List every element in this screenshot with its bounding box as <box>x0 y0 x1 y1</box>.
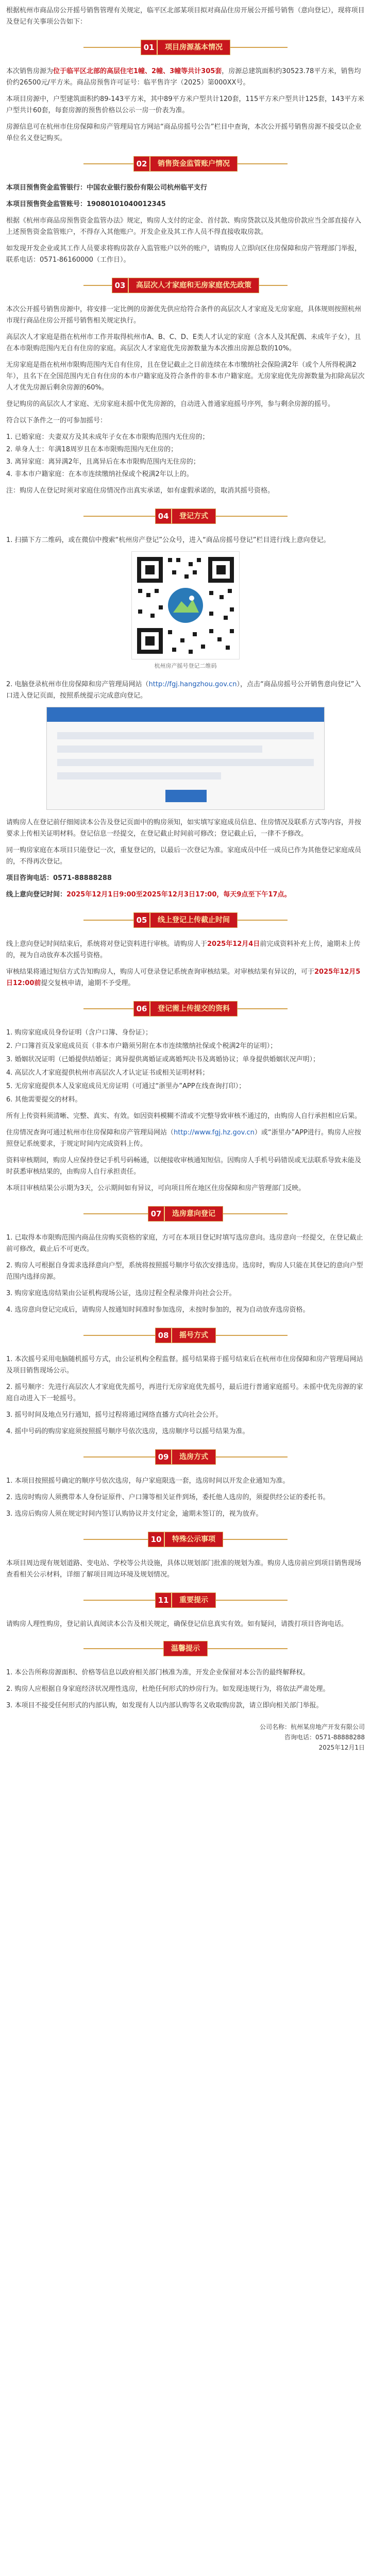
screenshot-button <box>165 790 207 802</box>
section-title: 特殊公示事项 <box>164 1532 223 1547</box>
s3-p1: 本次公开摇号销售房源中，将安排一定比例的房源优先供应给符合条件的高层次人才家庭及无房家庭，具体规则按照杭州市现行商品住房公开摇号销售相关规定执行。 <box>6 306 362 325</box>
s6-p1: 所有上传资料须清晰、完整、真实、有效。如因资料模糊不清或不完整导致审核不通过的，由购房人自行承担相应后果。 <box>6 1112 362 1120</box>
s6-item: 4. 高层次人才家庭提供杭州市高层次人才认定证书或相关证明材料； <box>6 1069 209 1077</box>
tips-p3: 3. 本项目不接受任何形式的内部认购，如发现有人以内部认购等名义收取购房款，请立即向相关部门举报。 <box>6 1702 323 1709</box>
s6-p2b: ）或“浙里办”APP进行。购房人应按照登记系统要求，于规定时间内完成资料上传。 <box>6 1129 361 1148</box>
s2-account <box>6 199 365 210</box>
website-link[interactable]: http://fgj.hangzhou.gov.cn <box>148 681 237 688</box>
section-badge <box>148 1532 223 1547</box>
qr-code-block <box>131 551 240 672</box>
section-badge <box>155 509 216 524</box>
s1-p3: 房源信息可在杭州市住房保障和房产管理局官方网站“商品房摇号公告”栏目中查询，本次公开摇号销售房源不接受以企业单位名义登记购买。 <box>6 123 362 142</box>
section-10-header <box>6 1530 365 1549</box>
section-title: 登记需上传提交的资料 <box>149 1002 237 1016</box>
tips-title: 温馨提示 <box>164 1641 207 1656</box>
announcement-page <box>0 5 371 2576</box>
s5-p2c: 提交复核申请，逾期不予受理。 <box>41 979 135 987</box>
s1-p1 <box>6 66 365 89</box>
s6-item: 2. 户口簿首页及家庭成员页（非本市户籍须另附在本市连续缴纳社保或个税满2年的证明）； <box>6 1042 277 1050</box>
s9-p2: 2. 选房时购房人须携带本人身份证原件、户口簿等相关证件到场，委托他人选房的，须提供经公证的委托书。 <box>6 1494 330 1501</box>
s2-p2: 如发现开发企业或其工作人员要求将购房款存入监管账户以外的账户，请购房人立即向区住房保障和房产管理部门举报，联系电话：0571-86160000（工作日）。 <box>6 245 362 264</box>
s5-p2 <box>6 967 365 989</box>
s1-p1c: 305套 <box>201 67 222 75</box>
section-04-header <box>6 507 365 526</box>
s5-p2a: 审核结果将通过短信方式告知购房人，购房人可登录登记系统查询审核结果。对审核结果有异议的，可于 <box>6 968 315 976</box>
s6-item: 6. 其他需要提交的材料。 <box>6 1096 82 1104</box>
section-01-header <box>6 38 365 57</box>
s3-list-item: 1. 已婚家庭：夫妻双方及其未成年子女在本市限购范围内无住房的； <box>6 433 209 441</box>
section-number: 01 <box>141 40 157 55</box>
section-09-header <box>6 1448 365 1466</box>
section-number: 05 <box>134 913 149 927</box>
section-badge <box>155 1449 216 1465</box>
s7-p2: 2. 购房人可根据自身需求选择意向户型，系统将按照摇号顺序号依次安排选房。选房时，购房人只能在其登记的意向户型范围内选择房源。 <box>6 1262 363 1281</box>
housing-query-link[interactable]: http://www.fgj.hz.gov.cn <box>174 1129 255 1137</box>
section-badge <box>133 1001 238 1016</box>
s4-p3: 请购房人在登记前仔细阅读本公告及登记页面中的购房须知，如实填写家庭成员信息、住房情况及联系方式等内容，并按要求上传相关证明材料。登记信息一经提交，在登记截止时间前可修改；登记截止后，一律不予修改。 <box>6 819 362 838</box>
s1-p2: 本项目房源中，户型建筑面积约89-143平方米，其中89平方米户型共计120套，115平方米户型共计125套，143平方米户型共计60套，每套房源的预售价格以公示一房一价表为准。 <box>6 95 364 114</box>
s3-p4: 登记购房的高层次人才家庭、无房家庭未摇中优先房源的，自动进入普通家庭摇号序列，参与剩余房源的摇号。 <box>6 400 335 408</box>
s5-deadline: 2025年12月4日 <box>207 940 260 948</box>
s4-period <box>6 889 365 901</box>
s10-p1: 本项目周边现有规划道路、变电站、学校等公共设施，具体以规划部门批准的规划为准。购房人选房前应到项目销售现场查看相关公示材料，详细了解项目周边环境及规划情况。 <box>6 1560 362 1579</box>
s4-p2 <box>6 679 365 702</box>
section-number: 03 <box>112 278 128 293</box>
s3-list-item: 3. 离异家庭：离异满2年，且离异后在本市限购范围内无住房的； <box>6 458 200 466</box>
section-08-header <box>6 1326 365 1345</box>
section-02-header <box>6 155 365 173</box>
section-number: 06 <box>134 1002 149 1016</box>
footer-date: 2025年12月1日 <box>318 1744 365 1751</box>
s3-list-title: 符合以下条件之一的可参加摇号： <box>6 417 107 425</box>
screenshot-row <box>57 759 314 766</box>
tips-badge <box>163 1641 208 1656</box>
s9-p3: 3. 选房后购房人须在规定时间内签订认购协议并支付定金，逾期未签订的，视为放弃。 <box>6 1510 263 1518</box>
section-title: 项目房源基本情况 <box>157 40 230 55</box>
registration-system-screenshot <box>46 707 325 810</box>
qr-caption: 杭州房产摇号登记二维码 <box>154 663 217 669</box>
s8-p2: 2. 摇号顺序：先进行高层次人才家庭优先摇号，再进行无房家庭优先摇号，最后进行普通家庭摇号。未摇中优先房源的家庭自动进入下一轮摇号。 <box>6 1383 363 1402</box>
section-number: 02 <box>134 157 149 171</box>
s8-p1: 1. 本次摇号采用电脑随机摇号方式，由公证机构全程监督。摇号结果将于摇号结束后在杭州市住房保障和房产管理局网站及项目销售现场公示。 <box>6 1355 363 1375</box>
screenshot-row <box>57 745 262 753</box>
s8-p4: 4. 摇中号码的购房家庭须按照摇号顺序号依次选房，选房顺序号以摇号结果为准。 <box>6 1428 249 1435</box>
s5-p1c: 前完成资料补充上传，逾期未上传的，视为自动放弃本次摇号资格。 <box>6 940 361 959</box>
s4-p1: 1. 扫描下方二维码，或在微信中搜索“杭州房产登记”公众号，进入“商品房摇号登记”栏目进行线上意向登记。 <box>6 536 330 544</box>
section-badge <box>148 1206 223 1222</box>
s9-p1: 1. 本项目按照摇号确定的顺序号依次选房，每户家庭限选一套，选房时间以开发企业通知为准。 <box>6 1477 290 1485</box>
s1-p1a: 本次销售房源为 <box>6 67 54 75</box>
s4-p4: 同一购房家庭在本项目只能登记一次，重复登记的，以最后一次登记为准。家庭成员中任一成员已作为其他登记家庭成员的，不得再次登记。 <box>6 846 362 866</box>
s3-note: 注：购房人在登记时须对家庭住房情况作出真实承诺，如有虚假承诺的，取消其摇号资格。 <box>6 487 275 495</box>
section-badge <box>141 40 230 55</box>
s4-p2b: ），点击“商品房摇号公开销售意向登记”入口进入登记页面，按照系统提示完成意向登记。 <box>6 681 361 700</box>
intro-text: 根据杭州市商品房公开摇号销售管理有关规定，临平区北部某项目拟对商品住房开展公开摇号销售（意向登记），现将项目及登记有关事项公告如下： <box>6 7 365 26</box>
s2-p1: 根据《杭州市商品房预售资金监管办法》规定，购房人支付的定金、首付款、购房贷款以及其他房价款应当全部直接存入上述预售资金监管账户，不得存入其他账户。开发企业及其工作人员不得直接收取房款。 <box>6 217 362 236</box>
section-badge <box>155 1592 216 1608</box>
s6-item: 3. 婚姻状况证明（已婚提供结婚证；离异提供离婚证或离婚判决书及离婚协议；单身提供婚姻状况声明）； <box>6 1056 320 1063</box>
section-11-header <box>6 1591 365 1609</box>
section-badge <box>112 278 259 293</box>
section-title: 选房方式 <box>171 1450 215 1464</box>
s11-p1: 请购房人理性购房，登记前认真阅读本公告及相关规定，确保登记信息真实有效。如有疑问，请拨打项目咨询电话。 <box>6 1620 348 1628</box>
section-05-header <box>6 911 365 929</box>
s6-item: 5. 无房家庭提供本人及家庭成员无房证明（可通过“浙里办”APP在线查询打印）； <box>6 1082 246 1090</box>
section-badge <box>133 156 238 172</box>
tips-p1: 1. 本公告所称房源面积、价格等信息以政府相关部门核准为准，开发企业保留对本公告的最终解释权。 <box>6 1669 310 1676</box>
section-title: 高层次人才家庭和无房家庭优先政策 <box>128 278 259 293</box>
footer-phone: 咨询电话：0571-88888288 <box>284 1734 365 1741</box>
s5-review-deadline: 2025年12月5日12:00前 <box>6 968 361 987</box>
s2-bank: 本项目预售资金监管银行：中国农业银行股份有限公司杭州临平支行 <box>6 184 208 192</box>
section-title: 登记方式 <box>171 509 215 523</box>
section-badge <box>155 1328 216 1343</box>
section-number: 04 <box>156 509 171 523</box>
section-title: 选房意向登记 <box>164 1207 223 1221</box>
s7-p3: 3. 购房家庭选房结果由公证机构现场公证，选房过程全程录像并向社会公开。 <box>6 1290 236 1297</box>
section-title: 销售资金监管账户情况 <box>149 157 237 171</box>
footer <box>6 1722 365 1753</box>
s2-account-label: 本项目预售资金监管账号： <box>6 200 87 208</box>
section-number: 10 <box>148 1532 164 1547</box>
s4-phone <box>6 873 365 884</box>
qr-code-graphic <box>132 552 239 659</box>
period-label: 线上意向登记时间： <box>6 891 67 899</box>
section-number: 09 <box>156 1450 171 1464</box>
s3-list-item: 4. 非本市户籍家庭：在本市连续缴纳社保或个税满2年以上的。 <box>6 470 193 478</box>
section-title: 线上登记上传截止时间 <box>149 913 237 927</box>
footer-company: 公司名称：杭州某房地产开发有限公司 <box>259 1723 365 1731</box>
tips-p2: 2. 购房人应根据自身家庭经济状况理性选房，杜绝任何形式的炒房行为。如发现违规行为，将依法严肃处理。 <box>6 1685 330 1693</box>
s6-p3: 资料审核期间，购房人应保持登记手机号码畅通，以便接收审核通知短信。因购房人手机号码错误或无法联系导致未能及时获悉审核结果的，由购房人自行承担责任。 <box>6 1157 362 1176</box>
s5-p1 <box>6 939 365 961</box>
section-06-header <box>6 999 365 1018</box>
section-title: 摇号方式 <box>171 1328 215 1343</box>
s8-p3: 3. 摇号时间及地点另行通知，摇号过程将通过网络直播方式向社会公开。 <box>6 1411 223 1419</box>
s6-item: 1. 购房家庭成员身份证明（含户口簿、身份证）； <box>6 1029 153 1037</box>
phone-label: 项目咨询电话： <box>6 874 54 882</box>
section-number: 08 <box>156 1328 171 1343</box>
s6-p4: 本项目审核结果公示期为3天，公示期间如有异议，可向项目所在地区住房保障和房产管理部门反映。 <box>6 1184 306 1192</box>
s6-p2 <box>6 1127 365 1150</box>
period-value: 2025年12月1日9:00至2025年12月3日17:00，每天9点至下午17点。 <box>66 891 291 899</box>
screenshot-row <box>57 772 221 779</box>
s3-list-item: 2. 单身人士：年满18周岁且在本市限购范围内无住房的； <box>6 446 178 453</box>
s7-p1: 1. 已取得本市限购范围内商品住房购买资格的家庭，方可在本项目登记时填写选房意向。选房意向一经提交，在登记截止前可修改，截止后不可更改。 <box>6 1234 363 1253</box>
section-title: 重要提示 <box>171 1593 215 1607</box>
screenshot-row <box>57 732 314 739</box>
tips-header <box>6 1639 365 1658</box>
phone-number[interactable]: 0571-88888288 <box>53 874 112 882</box>
qr-code-icon[interactable] <box>131 551 240 659</box>
s7-p4: 4. 选房意向登记完成后，请购房人按通知时间准时参加选房，未按时参加的，视为自动放弃选房资格。 <box>6 1306 310 1314</box>
section-number: 11 <box>156 1593 171 1607</box>
s4-p2a: 2. 电脑登录杭州市住房保障和房产管理局网站（ <box>6 681 149 688</box>
s5-p1a: 线上意向登记时间结束后，系统将对登记资料进行审核。请购房人于 <box>6 940 208 948</box>
s6-p2a: 住房情况查询可通过杭州市住房保障和房产管理局网站（ <box>6 1129 174 1137</box>
s3-p3: 无房家庭是指在杭州市限购范围内无自有住房，且在登记截止之日前连续在本市缴纳社会保险满2年（或个人所得税满2年），且名下在全国范围内无自有住房的本市户籍家庭及符合条件的非本市户籍家庭。无房家庭优先房源数量为扣除高层次人才优先房源后剩余房源的60%。 <box>6 361 365 392</box>
section-07-header <box>6 1205 365 1223</box>
screenshot-topbar <box>47 707 324 722</box>
section-03-header <box>6 276 365 295</box>
s1-p1d: ，房源总建筑面积约30523.78平方米，销售均价约26500元/平方米。商品房预售许可证号：临平售许字（2025）第000XX号。 <box>6 67 361 87</box>
section-number: 07 <box>148 1207 164 1221</box>
s1-p1b: 位于临平区北部的高层住宅1幢、2幢、3幢等共计 <box>53 67 201 75</box>
s2-account-number: 19080101040012345 <box>87 200 166 208</box>
s3-p2: 高层次人才家庭是指在杭州市工作并取得杭州市A、B、C、D、E类人才认定的家庭（含本人及其配偶、未成年子女），且在本市限购范围内无自有住房的家庭。高层次人才家庭优先房源数量为本次推出房源总数的10%。 <box>6 333 361 352</box>
section-badge <box>133 912 238 928</box>
